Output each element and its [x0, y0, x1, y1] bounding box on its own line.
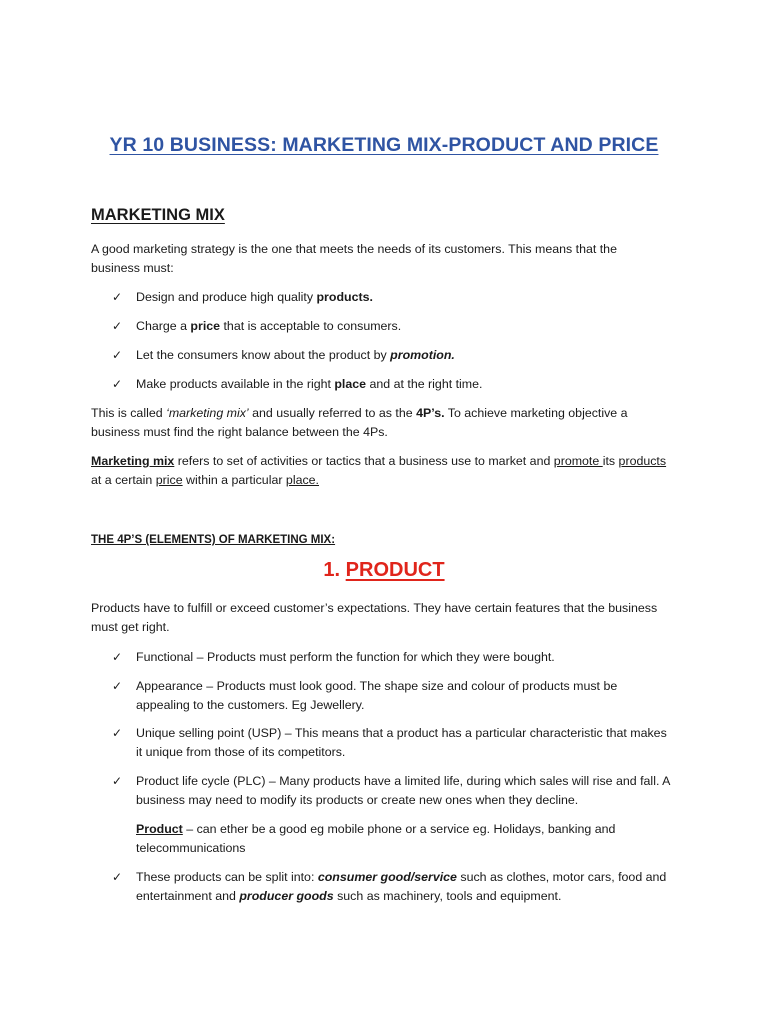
- term-marketing-mix: Marketing mix: [91, 454, 175, 468]
- feature-usp: Unique selling point (USP) – This means that a product has a particular characteristic that makes it unique from those of its competitors.: [136, 726, 667, 759]
- checkmark-icon: ✓: [112, 650, 123, 664]
- product-intro-paragraph: Products have to fulfill or exceed customer’s expectations. They have certain features that the business must get right.: [91, 601, 658, 634]
- checkmark-icon: ✓: [112, 774, 123, 788]
- checkmark-icon: ✓: [112, 319, 123, 333]
- intro-paragraph: [91, 240, 691, 278]
- definition-paragraph: Marketing mix refers to set of activities or tactics that a business use to market and promote its products at a certain price within a particular place.: [91, 454, 667, 487]
- checkmark-icon: ✓: [112, 679, 123, 693]
- feature-plc: Product life cycle (PLC) – Many products have a limited life, during which sales will rise and fall. A business may need to modify its products or create new ones when they decline.: [136, 774, 671, 807]
- product-heading: 1. PRODUCT: [323, 559, 445, 581]
- list-item-place: Make products available in the right place and at the right time.: [136, 377, 483, 391]
- term-product: Product: [136, 822, 183, 836]
- intro-line-2: business must:: [91, 261, 174, 275]
- list-item-products: Design and produce high quality products.: [136, 290, 373, 304]
- list-item-promotion: Let the consumers know about the product by promotion.: [136, 348, 455, 362]
- section-heading-marketing-mix: MARKETING MIX: [91, 206, 225, 224]
- checkmark-icon: ✓: [112, 726, 123, 740]
- checkmark-icon: ✓: [112, 290, 123, 304]
- checkmark-icon: ✓: [112, 870, 123, 884]
- list-item-price: Charge a price that is acceptable to consumers.: [136, 319, 402, 333]
- intro-line-1: A good marketing strategy is the one that meets the needs of its customers. This means that the: [91, 242, 617, 256]
- list-item-product-split: These products can be split into: consumer good/service such as clothes, motor cars, food and entertainment and producer goods such as machinery, tools and equipment.: [136, 870, 667, 903]
- product-definition: Product – can ether be a good eg mobile phone or a service eg. Holidays, banking and telecommunications: [136, 822, 616, 855]
- checkmark-icon: ✓: [112, 348, 123, 362]
- checkmark-icon: ✓: [112, 377, 123, 391]
- feature-appearance: Appearance – Products must look good. The shape size and colour of products must be appealing to the customers. Eg Jewellery.: [136, 679, 618, 712]
- four-ps-paragraph: This is called ‘marketing mix’ and usually referred to as the 4P’s. To achieve marketing objective a business must find the right balance between the 4Ps.: [91, 406, 628, 439]
- elements-heading: THE 4P’S (ELEMENTS) OF MARKETING MIX:: [91, 534, 336, 546]
- feature-functional: Functional – Products must perform the function for which they were bought.: [136, 650, 555, 664]
- document-title: YR 10 BUSINESS: MARKETING MIX-PRODUCT AND PRICE: [109, 134, 659, 156]
